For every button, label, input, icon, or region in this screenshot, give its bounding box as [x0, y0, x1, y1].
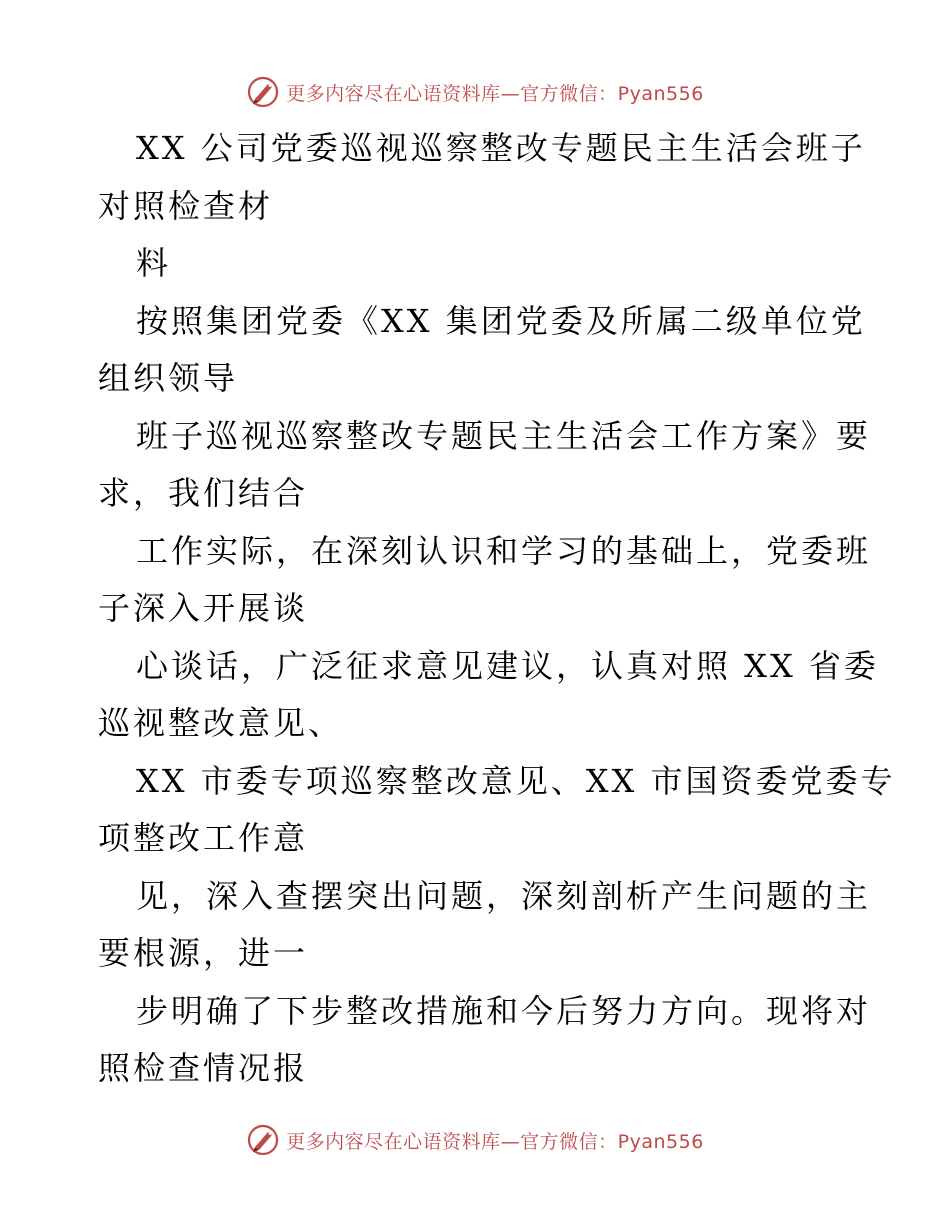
banner-text: 更多内容尽在心语资料库—官方微信：Pyan556 — [286, 1130, 704, 1153]
header-banner — [0, 72, 950, 112]
footer-banner — [0, 1120, 950, 1160]
document-line: 对照检查材 — [98, 186, 274, 225]
document-line: 步明确了下步整改措施和今后努力方向。现将对 — [136, 991, 872, 1030]
document-line: 子深入开展谈 — [98, 589, 309, 627]
document-line: XX 公司党委巡视巡察整改专题民主生活会班子 — [136, 129, 866, 167]
document-line: 班子巡视巡察整改专题民主生活会工作方案》要 — [136, 416, 872, 455]
document-line: 工作实际，在深刻认识和学习的基础上，党委班 — [136, 531, 872, 570]
document-body — [98, 120, 896, 1098]
document-line: 按照集团党委《XX 集团党委及所属二级单位党 — [136, 301, 866, 340]
document-line: 求，我们结合 — [98, 474, 309, 512]
document-line: 要根源，进一 — [98, 934, 309, 972]
banner-text: 更多内容尽在心语资料库—官方微信：Pyan556 — [286, 82, 704, 105]
document-line: 照检查情况报 — [98, 1049, 309, 1087]
document-line: 料 — [136, 244, 172, 282]
document-line: 项整改工作意 — [98, 819, 309, 857]
document-line: XX 市委专项巡察整改意见、XX 市国资委党委专 — [136, 761, 896, 800]
pen-logo-icon — [246, 1123, 280, 1157]
pen-logo-icon — [246, 75, 280, 109]
document-line: 心谈话，广泛征求意见建议，认真对照 XX 省委 — [136, 646, 879, 685]
document-line: 见，深入查摆突出问题，深刻剖析产生问题的主 — [136, 876, 872, 915]
document-line: 巡视整改意见、 — [98, 704, 344, 742]
document-line: 组织领导 — [98, 359, 239, 397]
